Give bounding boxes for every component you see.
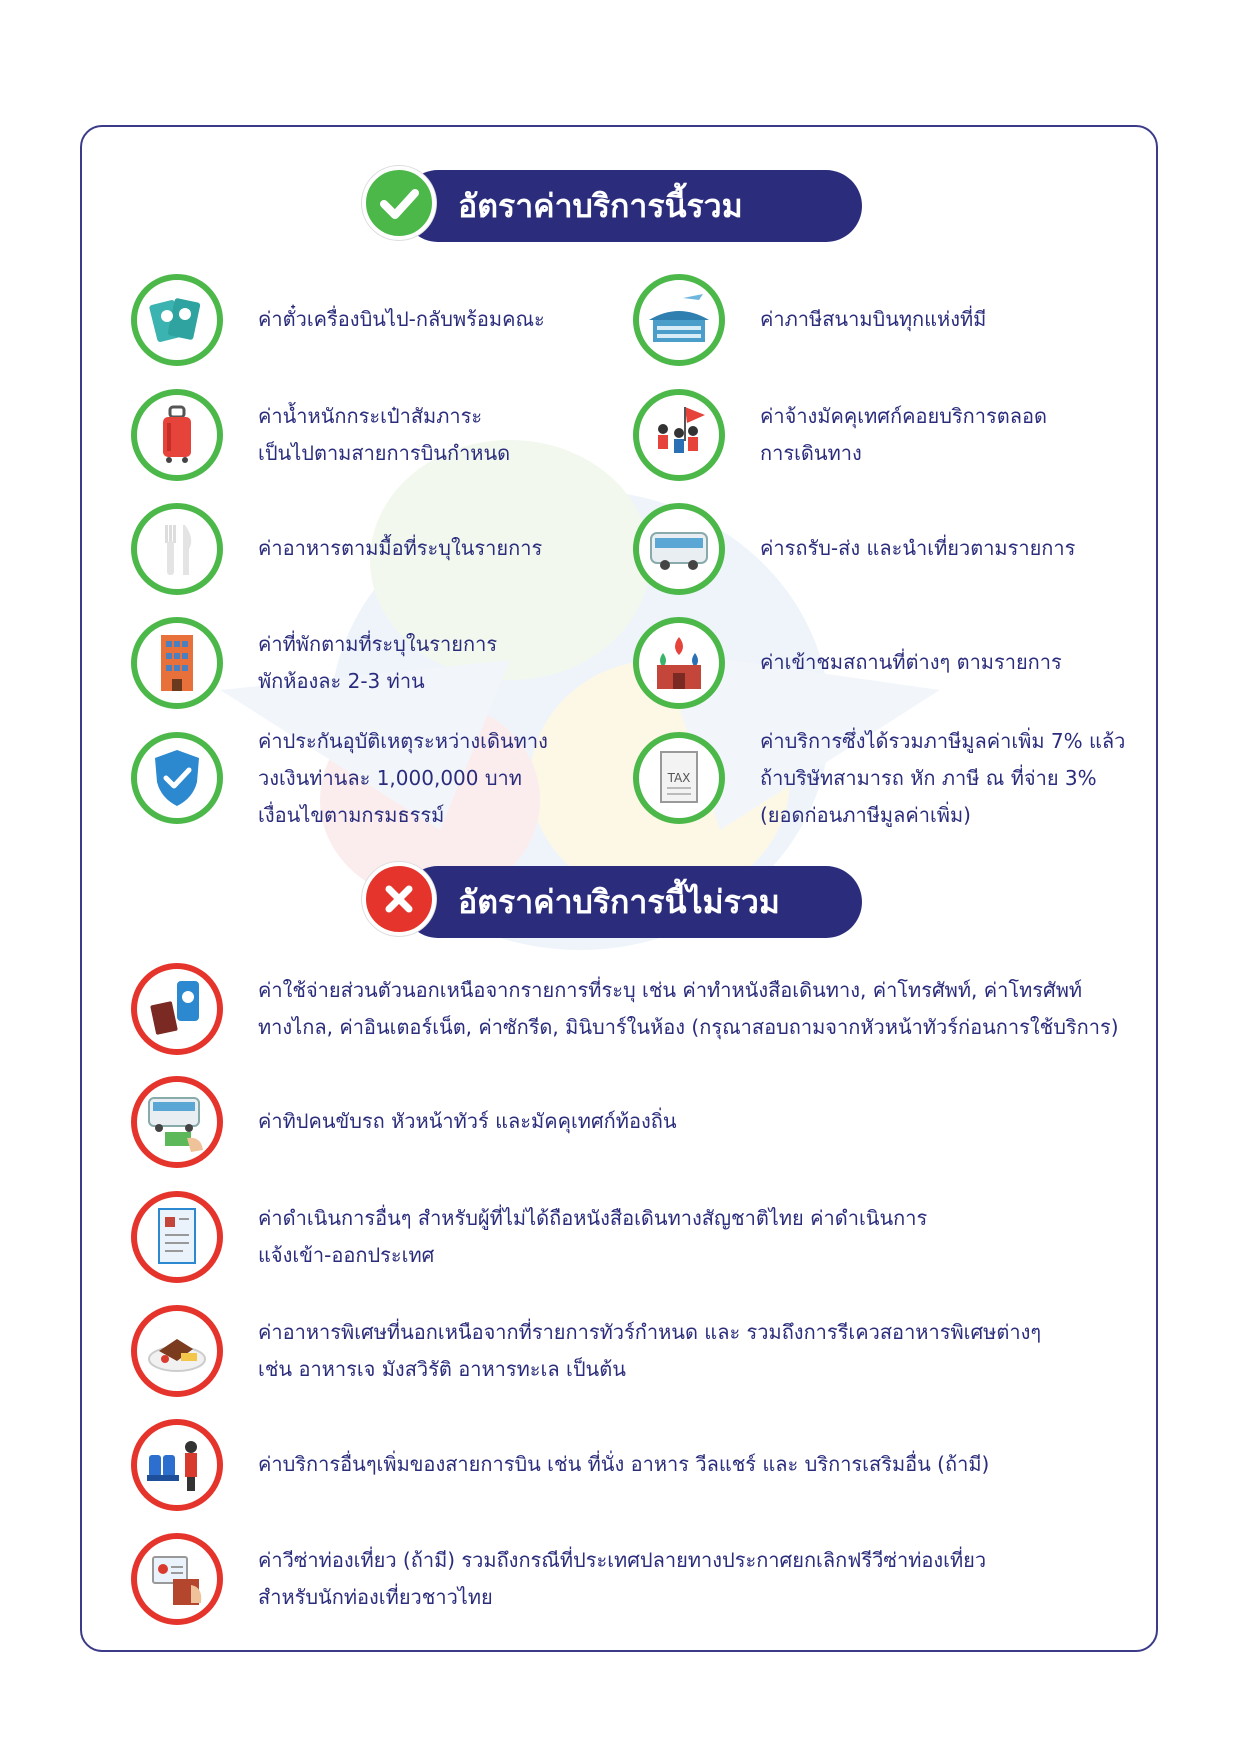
included-item-line: เป็นไปตามสายการบินกำหนด — [258, 441, 511, 465]
special-meal-icon — [131, 1305, 223, 1397]
excluded-item-line: ค่าอาหารพิเศษที่นอกเหนือจากที่รายการทัวร์กำหนด และ รวมถึงการรีเควสอาหารพิเศษต่างๆ — [258, 1320, 1042, 1344]
included-item-line: ค่าบริการซึ่งได้รวมภาษีมูลค่าเพิ่ม 7% แล้ว — [760, 729, 1126, 753]
airplane-ticket-icon — [131, 274, 223, 366]
tax-label: TAX — [667, 771, 691, 785]
document-icon — [131, 1191, 223, 1283]
included-item-line: (ยอดก่อนภาษีมูลค่าเพิ่ม) — [760, 803, 971, 827]
bus-icon — [633, 503, 725, 595]
hotel-icon — [131, 617, 223, 709]
landmark-icon — [633, 617, 725, 709]
included-item-line: ค่าที่พักตามที่ระบุในรายการ — [258, 632, 498, 656]
excluded-title: อัตราค่าบริการนี้ไม่รวม — [402, 866, 862, 938]
excluded-item-line: ทางไกล, ค่าอินเตอร์เน็ต, ค่าซักรีด, มินิบาร์ในห้อง (กรุณาสอบถามจากหัวหน้าทัวร์ก่อนการใช้บริการ) — [258, 1015, 1119, 1039]
included-item-line: พักห้องละ 2-3 ท่าน — [258, 669, 425, 693]
excluded-banner — [362, 864, 862, 940]
excluded-item-line: ค่าดำเนินการอื่นๆ สำหรับผู้ที่ไม่ได้ถือหนังสือเดินทางสัญชาติไทย ค่าดำเนินการ — [258, 1206, 928, 1230]
bus-tip-icon — [131, 1076, 223, 1168]
excluded-item-line: แจ้งเข้า-ออกประเทศ — [258, 1243, 435, 1267]
included-item-line: ค่าตั๋วเครื่องบินไป-กลับพร้อมคณะ — [258, 307, 545, 331]
check-badge-icon — [362, 166, 436, 240]
x-badge-icon — [362, 862, 436, 936]
included-item-line: วงเงินท่านละ 1,000,000 บาท — [258, 766, 522, 790]
airport-icon — [633, 274, 725, 366]
included-item-line: การเดินทาง — [760, 441, 862, 465]
excluded-item-line: เช่น อาหารเจ มังสวิรัติ อาหารทะเล เป็นต้น — [258, 1357, 626, 1381]
excluded-item-line: ค่าบริการอื่นๆเพิ่มของสายการบิน เช่น ที่นั่ง อาหาร วีลแชร์ และ บริการเสริมอื่น (ถ้ามี) — [258, 1452, 990, 1476]
included-item-line: ค่ารถรับ-ส่ง และนำเที่ยวตามรายการ — [760, 536, 1076, 560]
included-item-line: ค่าอาหารตามมื้อที่ระบุในรายการ — [258, 536, 543, 560]
airline-seat-icon — [131, 1419, 223, 1511]
excluded-item-line: ค่าวีซ่าท่องเที่ยว (ถ้ามี) รวมถึงกรณีที่ประเทศปลายทางประกาศยกเลิกฟรีวีซ่าท่องเที่ยว — [258, 1548, 987, 1572]
passport-phone-icon — [131, 963, 223, 1055]
included-banner — [362, 168, 862, 244]
included-item-line: เงื่อนไขตามกรมธรรม์ — [258, 803, 445, 827]
included-item-line: ค่าประกันอุบัติเหตุระหว่างเดินทาง — [258, 729, 548, 753]
tour-guide-icon — [633, 389, 725, 481]
included-item-line: ค่าภาษีสนามบินทุกแห่งที่มี — [760, 307, 987, 331]
excluded-item-line: ค่าใช้จ่ายส่วนตัวนอกเหนือจากรายการที่ระบุ เช่น ค่าทำหนังสือเดินทาง, ค่าโทรศัพท์, ค่าโทรศัพท์ — [258, 978, 1083, 1002]
included-item-line: ค่าเข้าชมสถานที่ต่างๆ ตามรายการ — [760, 650, 1062, 674]
included-item-line: ถ้าบริษัทสามารถ หัก ภาษี ณ ที่จ่าย 3% — [760, 766, 1097, 790]
excluded-item-line: ค่าทิปคนขับรถ หัวหน้าทัวร์ และมัคคุเทศก์ท้องถิ่น — [258, 1109, 677, 1133]
included-item-line: ค่าจ้างมัคคุเทศก์คอยบริการตลอด — [760, 404, 1047, 428]
fork-knife-icon — [131, 503, 223, 595]
excluded-item-line: สำหรับนักท่องเที่ยวชาวไทย — [258, 1585, 493, 1609]
included-item-line: ค่าน้ำหนักกระเป๋าสัมภาระ — [258, 404, 483, 428]
visa-icon — [131, 1533, 223, 1625]
luggage-icon — [131, 389, 223, 481]
shield-check-icon — [131, 732, 223, 824]
included-title: อัตราค่าบริการนี้รวม — [402, 170, 862, 242]
tax-document-icon — [633, 732, 725, 824]
